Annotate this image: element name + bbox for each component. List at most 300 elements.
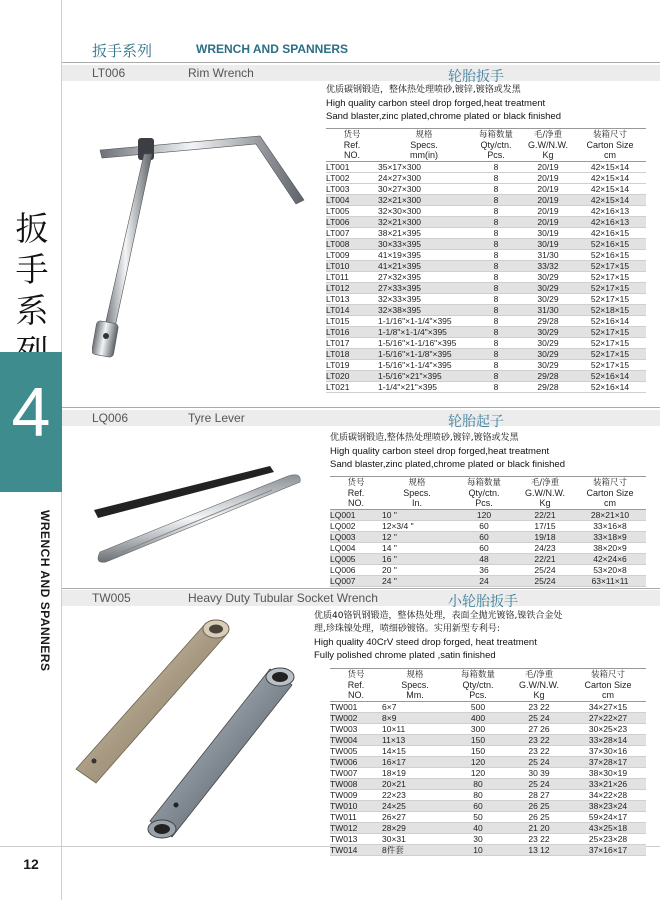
table-cell: 29/28 [522,371,574,382]
column-header-line: Kg [533,690,545,700]
table-cell: 8 [470,228,522,239]
desc-line: High quality carbon steel drop forged,heat treatment [330,446,550,457]
chapter-number: 4 [11,373,51,451]
table-cell: LT017 [326,338,378,349]
table-cell: TW007 [330,768,382,779]
column-header-line: Ref. [347,488,365,498]
table-cell: 41×19×395 [378,250,470,261]
table-cell: 8 [470,239,522,250]
table-cell: 80 [448,790,508,801]
table-cell: 42×16×15 [574,228,646,239]
table-cell: 52×17×15 [574,360,646,371]
table-cell: 59×24×17 [570,812,646,823]
desc-line: 理,珍珠镍处理，喷细砂镀铬。实用新型专利号: [314,624,500,634]
table-row [326,217,646,228]
table-cell: LT002 [326,173,378,184]
table-cell: 6×7 [382,702,448,713]
desc-line: 优质碳钢锻造，整体热处理喷砂,镀锌,镀铬或发黑 [326,85,521,95]
desc-line: High quality 40CrV steed drop forged, heat treatment [314,637,537,648]
column-header-line: G.W/N.W. [525,488,565,498]
table-cell: 24 [452,576,516,587]
column-header-line: NO. [347,690,364,700]
table-cell: 48 [452,554,516,565]
desc-line: Sand blaster,zinc plated,chrome plated or black finished [326,111,561,122]
table-cell: TW010 [330,801,382,812]
table-cell: 52×16×14 [574,371,646,382]
table-cell: 8 [470,294,522,305]
table-cell: TW003 [330,724,382,735]
table-cell: 27 26 [508,724,570,735]
table-cell: LQ005 [330,554,382,565]
table-row [326,250,646,261]
table-cell: 8 [470,338,522,349]
table-cell: 8 [470,382,522,393]
table-cell: LQ002 [330,521,382,532]
column-header-line: Ref. [343,140,361,150]
table-cell: 52×16×15 [574,250,646,261]
section-code: LQ006 [92,411,129,425]
table-cell: TW005 [330,746,382,757]
table-cell: 29/28 [522,382,574,393]
table-cell: LT006 [326,217,378,228]
table-cell: 8 [470,195,522,206]
column-header-line: 装箱尺寸 [592,478,627,488]
column-header [452,477,516,510]
sidebar [0,0,62,900]
column-header [382,669,448,702]
table-cell: 18×19 [382,768,448,779]
table-cell: 120 [448,757,508,768]
table-cell: 30/29 [522,283,574,294]
table-cell: 8 [470,305,522,316]
table-cell: LT004 [326,195,378,206]
table-cell: 25/24 [516,565,574,576]
table-cell: 30/29 [522,327,574,338]
column-header-line: Specs. [403,488,431,498]
column-header [330,477,382,510]
table-cell: LT003 [326,184,378,195]
table-cell: 52×16×15 [574,239,646,250]
table-cell: 52×17×15 [574,283,646,294]
table-cell: 60 [452,543,516,554]
table-cell: 30/29 [522,272,574,283]
table-cell: 120 [452,510,516,521]
table-cell: LT015 [326,316,378,327]
table-row [326,338,646,349]
table-cell: 23 22 [508,702,570,713]
table-cell: 32×30×300 [378,206,470,217]
table-cell: TW011 [330,812,382,823]
table-cell: 28 27 [508,790,570,801]
table-cell: 28×21×10 [574,510,646,521]
column-header-line: Pcs. [469,690,487,700]
table-row [326,305,646,316]
column-header-line: NO. [347,498,364,508]
table-cell: 34×27×15 [570,702,646,713]
table-cell: LT021 [326,382,378,393]
table-cell: LT016 [326,327,378,338]
table-cell: 40 [448,823,508,834]
table-cell: 42×16×13 [574,217,646,228]
table-cell: TW014 [330,845,382,856]
table-cell: 14 " [382,543,452,554]
table-cell: 20/19 [522,184,574,195]
table-row [326,349,646,360]
table-cell: 8 [470,371,522,382]
column-header [516,477,574,510]
section-description [330,432,646,471]
section-name: Rim Wrench [188,66,254,80]
table-cell: 20/19 [522,173,574,184]
table-cell: 50 [448,812,508,823]
table-cell: 10 [448,845,508,856]
table-cell: 30/19 [522,239,574,250]
table-cell: 38×21×395 [378,228,470,239]
spec-table [326,128,646,393]
table-cell: 52×16×14 [574,382,646,393]
table-row [326,173,646,184]
table-cell: 8 [470,250,522,261]
section-name-cn: 轮胎扳手 [448,69,504,85]
column-header-line: Ref. [347,680,365,690]
table-cell: 8 [470,261,522,272]
table-cell: 30/19 [522,228,574,239]
table-cell: 52×17×15 [574,261,646,272]
table-cell: TW008 [330,779,382,790]
table-cell: 23 22 [508,735,570,746]
table-cell: 8 [470,184,522,195]
table-cell: 42×15×14 [574,184,646,195]
table-cell: 37×16×17 [570,845,646,856]
table-cell: LT010 [326,261,378,272]
table-cell: LT013 [326,294,378,305]
column-header-line: 毛/净重 [524,670,554,680]
section-name-cn: 轮胎起子 [448,414,504,430]
table-cell: LQ004 [330,543,382,554]
table-cell: 500 [448,702,508,713]
column-header-line: cm [604,150,616,160]
table-cell: 42×15×14 [574,173,646,184]
table-cell: 60 [448,801,508,812]
column-header-line: 装箱尺寸 [590,670,625,680]
spec-table [330,476,646,587]
column-header [330,669,382,702]
table-cell: TW012 [330,823,382,834]
table-cell: LQ003 [330,532,382,543]
table-cell: 1-5/16"×1-1/16"×395 [378,338,470,349]
table-cell: 150 [448,735,508,746]
table-cell: 37×28×17 [570,757,646,768]
column-header-line: 规格 [406,670,424,680]
table-cell: 35×17×300 [378,162,470,173]
column-header-line: Mm. [406,690,424,700]
table-cell: 52×18×15 [574,305,646,316]
table-row [330,834,646,845]
table-cell: 42×24×6 [574,554,646,565]
table-row [330,779,646,790]
table-cell: 1-1/16"×1-1/4"×395 [378,316,470,327]
table-cell: 32×21×300 [378,195,470,206]
table-cell: 38×30×19 [570,768,646,779]
table-cell: TW001 [330,702,382,713]
table-cell: 8 [470,283,522,294]
table-cell: 19/18 [516,532,574,543]
table-cell: TW013 [330,834,382,845]
table-cell: 29/28 [522,316,574,327]
table-cell: 120 [448,768,508,779]
section-name-cn: 小轮胎扳手 [448,594,518,610]
table-cell: 27×33×395 [378,283,470,294]
column-header [574,129,646,162]
section-divider [62,588,660,589]
table-cell: 16×17 [382,757,448,768]
table-cell: LQ006 [330,565,382,576]
column-header-line: 规格 [415,130,433,140]
chapter-number-box [0,352,62,492]
table-cell: 31/30 [522,305,574,316]
table-row [330,746,646,757]
table-cell: 20/19 [522,217,574,228]
table-cell: 34×22×28 [570,790,646,801]
table-cell: 30×27×300 [378,184,470,195]
column-header [326,129,378,162]
table-cell: 8 [470,316,522,327]
table-cell: 52×17×15 [574,294,646,305]
table-cell: 38×20×9 [574,543,646,554]
table-cell: 400 [448,713,508,724]
sidebar-vertical-text: WRENCH AND SPANNERS [38,510,52,672]
table-cell: LT018 [326,349,378,360]
table-cell: 25 24 [508,757,570,768]
section-code: LT006 [92,66,126,80]
column-header-line: Carton Size [586,488,634,498]
table-cell: 17/15 [516,521,574,532]
column-header [522,129,574,162]
table-cell: 8 [470,206,522,217]
desc-line: 优质40铬钒钢锻造，整体热处理，表面全抛光镀铬,镍铁合金处 [314,611,563,621]
table-cell: 32×33×395 [378,294,470,305]
sidebar-category-title: 扳手系 [15,209,49,330]
column-header-line: NO. [343,150,360,160]
table-row [330,812,646,823]
table-cell: 8 [470,173,522,184]
table-cell: 24×25 [382,801,448,812]
table-cell: 27×22×27 [570,713,646,724]
column-header-line: 毛/净重 [533,130,563,140]
table-cell: 37×30×16 [570,746,646,757]
table-cell: TW002 [330,713,382,724]
table-cell: 60 [452,521,516,532]
table-cell: 20 " [382,565,452,576]
table-cell: 43×25×18 [570,823,646,834]
spec-table [330,668,646,856]
table-cell: 23 22 [508,746,570,757]
table-row [330,576,646,587]
table-cell: 32×38×395 [378,305,470,316]
table-cell: 41×21×395 [378,261,470,272]
table-cell: LT020 [326,371,378,382]
tyre-lever-image [92,460,312,570]
table-cell: LT008 [326,239,378,250]
table-row [326,371,646,382]
table-row [330,554,646,565]
column-header [382,477,452,510]
column-header [570,669,646,702]
table-row [326,272,646,283]
table-cell: TW006 [330,757,382,768]
column-header-line: Specs. [410,140,438,150]
table-cell: 12×3/4 " [382,521,452,532]
table-cell: 20/19 [522,162,574,173]
table-cell: LT001 [326,162,378,173]
table-row [330,532,646,543]
table-cell: 22/21 [516,510,574,521]
table-cell: 33×16×8 [574,521,646,532]
table-cell: LT014 [326,305,378,316]
table-row [330,757,646,768]
table-row [326,327,646,338]
table-row [330,510,646,521]
table-cell: 8件套 [382,845,448,856]
table-cell: 22×23 [382,790,448,801]
table-cell: TW004 [330,735,382,746]
table-cell: 52×17×15 [574,272,646,283]
table-cell: LT019 [326,360,378,371]
table-row [326,316,646,327]
table-row [330,543,646,554]
sidebar-vertical-label [38,510,54,720]
column-header-line: 每箱数量 [478,130,513,140]
table-cell: 33×18×9 [574,532,646,543]
column-header-line: Qty/ctn. [462,680,494,690]
table-cell: 8 [470,272,522,283]
table-cell: 28×29 [382,823,448,834]
table-cell: 42×15×14 [574,195,646,206]
table-cell: LQ001 [330,510,382,521]
table-cell: 13 12 [508,845,570,856]
table-cell: LQ007 [330,576,382,587]
table-cell: LT005 [326,206,378,217]
table-row [330,521,646,532]
column-header-line: 毛/净重 [530,478,560,488]
table-cell: 300 [448,724,508,735]
column-header-line: 装箱尺寸 [592,130,627,140]
table-cell: 33×21×26 [570,779,646,790]
section-description [326,84,646,123]
table-cell: 12 " [382,532,452,543]
table-cell: 24×27×300 [378,173,470,184]
table-cell: 20×21 [382,779,448,790]
column-header-line: Carton Size [584,680,632,690]
table-row [326,184,646,195]
column-header-line: Kg [542,150,554,160]
tubular-socket-wrench-image [66,615,316,845]
table-cell: 1-5/16"×1-1/4"×395 [378,360,470,371]
table-cell: 26 25 [508,801,570,812]
table-row [330,724,646,735]
page-number: 12 [23,856,39,872]
table-cell: 25/24 [516,576,574,587]
table-cell: 42×15×14 [574,162,646,173]
table-cell: 30/29 [522,294,574,305]
table-row [330,845,646,856]
desc-line: Sand blaster,zinc plated,chrome plated or black finished [330,459,565,470]
table-cell: 1-5/16"×21"×395 [378,371,470,382]
column-header-line: Qty/ctn. [468,488,500,498]
table-row [326,283,646,294]
column-header-line: 每箱数量 [466,478,501,488]
table-row [326,195,646,206]
table-row [330,790,646,801]
table-cell: 63×11×11 [574,576,646,587]
column-header-line: cm [604,498,616,508]
desc-line: High quality carbon steel drop forged,heat treatment [326,98,546,109]
column-header-line: mm(in) [410,150,438,160]
table-cell: 30 39 [508,768,570,779]
desc-line: 优质碳钢锻造,整体热处理喷砂,镀锌,镀铬或发黑 [330,433,519,443]
table-row [330,713,646,724]
table-cell: 27×32×395 [378,272,470,283]
column-header-line: 货号 [343,130,361,140]
table-row [326,360,646,371]
table-cell: 8 [470,217,522,228]
header-title-en: WRENCH AND SPANNERS [196,42,349,56]
table-cell: 33×28×14 [570,735,646,746]
table-row [330,735,646,746]
table-cell: 10×11 [382,724,448,735]
table-cell: 26×27 [382,812,448,823]
table-cell: 52×17×15 [574,338,646,349]
column-header-line: In. [411,498,422,508]
table-cell: 52×16×14 [574,316,646,327]
table-cell: 8 [470,349,522,360]
table-cell: 52×17×15 [574,349,646,360]
table-cell: 20/19 [522,195,574,206]
table-row [330,823,646,834]
table-row [330,801,646,812]
table-row [326,228,646,239]
table-row [326,206,646,217]
table-cell: 8×9 [382,713,448,724]
table-cell: 52×17×15 [574,327,646,338]
table-cell: 21 20 [508,823,570,834]
table-cell: 80 [448,779,508,790]
column-header [470,129,522,162]
table-cell: 25 24 [508,779,570,790]
column-header [448,669,508,702]
section-band [62,410,660,426]
table-cell: 30 [448,834,508,845]
section-name: Tyre Lever [188,411,245,425]
table-row [330,565,646,576]
column-header-line: cm [602,690,614,700]
table-cell: 26 25 [508,812,570,823]
table-cell: 8 [470,327,522,338]
table-cell: 16 " [382,554,452,565]
table-cell: 38×23×24 [570,801,646,812]
column-header [574,477,646,510]
section-divider [62,62,660,63]
section-band [62,65,660,81]
table-cell: 24/23 [516,543,574,554]
section-code: TW005 [92,591,131,605]
table-cell: 23 22 [508,834,570,845]
table-cell: TW009 [330,790,382,801]
column-header [378,129,470,162]
column-header-line: 规格 [408,478,426,488]
table-row [326,239,646,250]
table-cell: LT009 [326,250,378,261]
